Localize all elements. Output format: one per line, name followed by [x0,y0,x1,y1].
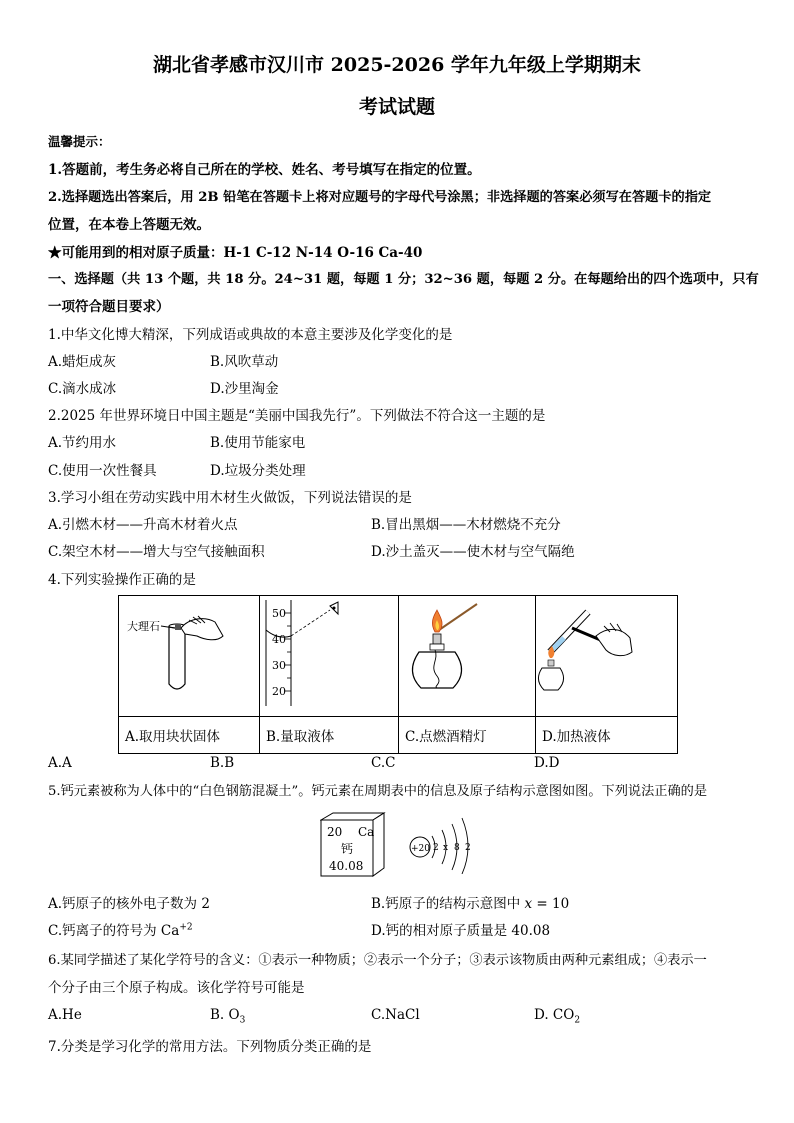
tick-30: 30 [272,659,286,672]
shell-1: 2 [433,843,439,853]
q2-stem: 2.2025 年世界环境日中国主题是“美丽中国我先行”。下列做法不符合这一主题的是 [48,408,546,424]
fig-caption-a: A.取用块状固体 [119,717,260,754]
q6-option-b [210,1007,245,1026]
tick-40: 40 [272,633,286,646]
q7-stem: 7.分类是学习化学的常用方法。下列物质分类正确的是 [48,1039,372,1055]
q5-option-b-text: B.钙原子的结构示意图中 [371,896,525,912]
q4-option-a: A.A [48,755,72,771]
element-name: 钙 [341,842,354,856]
q5-option-b-var: x [524,896,533,912]
q6-option-a: A.He [48,1007,82,1023]
shell-3: 8 [454,843,460,853]
exam-title-line2: 考试试题 [358,96,435,118]
q2-option-c: C.使用一次性餐具 [48,463,157,479]
q6-option-b-text: B. O [210,1007,240,1023]
tick-50: 50 [272,607,286,620]
exam-title-line1: 湖北省孝感市汉川市 2025-2026 学年九年级上学期期末 [153,54,641,76]
q5-option-d: D.钙的相对原子质量是 40.08 [371,923,551,939]
tip-item-2: 2.选择题选出答案后，用 2B 铅笔在答题卡上将对应题号的字母代号涂黑；非选择题的答案必须写在答题卡的指定 [48,190,712,205]
q3-option-c: C.架空木材——增大与空气接触面积 [48,544,265,560]
q2-option-d: D.垃圾分类处理 [210,463,306,479]
shell-2: x [443,843,449,853]
q4-figure-table [118,595,678,754]
q1-option-a: A.蜡炬成灰 [48,354,117,370]
q5-option-c [48,919,193,939]
fig-d-heat-liquid [536,596,677,716]
q5-stem: 5.钙元素被称为人体中的“白色钢筋混凝土”。钙元素在周期表中的信息及原子结构示意图如图。下列说法正确的是 [48,784,708,799]
nucleus-charge: +20 [411,844,430,854]
q6-option-d [534,1007,580,1026]
shell-4: 2 [465,843,471,853]
q6-stem-cont: 个分子由三个原子构成。该化学符号可能是 [48,980,305,996]
section-1-header-cont: 一项符合题目要求） [48,299,170,315]
fig-caption-c: C.点燃酒精灯 [399,717,536,754]
q1-stem: 1.中华文化博大精深，下列成语或典故的本意主要涉及化学变化的是 [48,327,453,343]
q5-option-b-value: = 10 [532,896,570,912]
q3-option-a: A.引燃木材——升高木材着火点 [48,517,238,533]
tip-item-1: 1.答题前，考生务必将自己所在的学校、姓名、考号填写在指定的位置。 [48,162,481,178]
q4-stem: 4.下列实验操作正确的是 [48,572,196,588]
q6-option-d-sub: 2 [574,1015,581,1026]
q4-option-c: C.C [371,755,396,771]
q4-option-b: B.B [210,755,235,771]
q1-option-b: B.风吹草动 [210,354,279,370]
fig-caption-b: B.量取液体 [260,717,399,754]
tip-item-2-cont: 位置，在本卷上答题无效。 [48,217,210,233]
q5-option-c-text: C.钙离子的符号为 Ca [48,923,180,939]
q2-option-b: B.使用节能家电 [210,435,306,451]
element-symbol: Ca [358,825,375,839]
q6-option-b-sub: 3 [239,1015,246,1026]
q5-option-a: A.钙原子的核外电子数为 2 [48,896,210,912]
fig-caption-d: D.加热液体 [536,717,678,754]
q3-option-b: B.冒出黑烟——木材燃烧不充分 [371,517,561,533]
q3-stem: 3.学习小组在劳动实践中用木材生火做饭，下列说法错误的是 [48,490,412,506]
atom-structure-diagram [408,812,478,874]
element-mass: 40.08 [329,859,364,873]
q2-option-a: A.节约用水 [48,435,117,451]
tips-heading: 温馨提示： [48,134,111,149]
element-number: 20 [327,825,343,839]
q1-option-d: D.沙里淘金 [210,381,279,397]
q5-option-b [371,892,569,912]
tick-20: 20 [272,685,286,698]
q6-option-d-text: D. CO [534,1007,575,1023]
marble-label: 大理石 [127,620,160,633]
fig-b-measure-liquid [260,596,398,716]
atomic-masses: ★可能用到的相对原子质量：H-1 C-12 N-14 O-16 Ca-40 [48,245,423,261]
element-tile [320,812,385,877]
q6-option-c: C.NaCl [371,1007,420,1023]
q1-option-c: C.滴水成冰 [48,381,117,397]
q3-option-d: D.沙土盖灭——使木材与空气隔绝 [371,544,575,560]
q5-option-c-charge: +2 [179,922,193,933]
q4-option-d: D.D [534,755,560,771]
section-1-header: 一、选择题（共 13 个题，共 18 分。24~31 题，每题 1 分；32~36 题，每题 2 分。在每题给出的四个选项中，只有 [48,272,759,287]
fig-c-light-lamp [399,596,535,716]
q6-stem: 6.某同学描述了某化学符号的含义：①表示一种物质；②表示一个分子；③表示该物质由两种元素组成；④表示一 [48,953,707,968]
fig-a-solid-taking [119,596,259,716]
